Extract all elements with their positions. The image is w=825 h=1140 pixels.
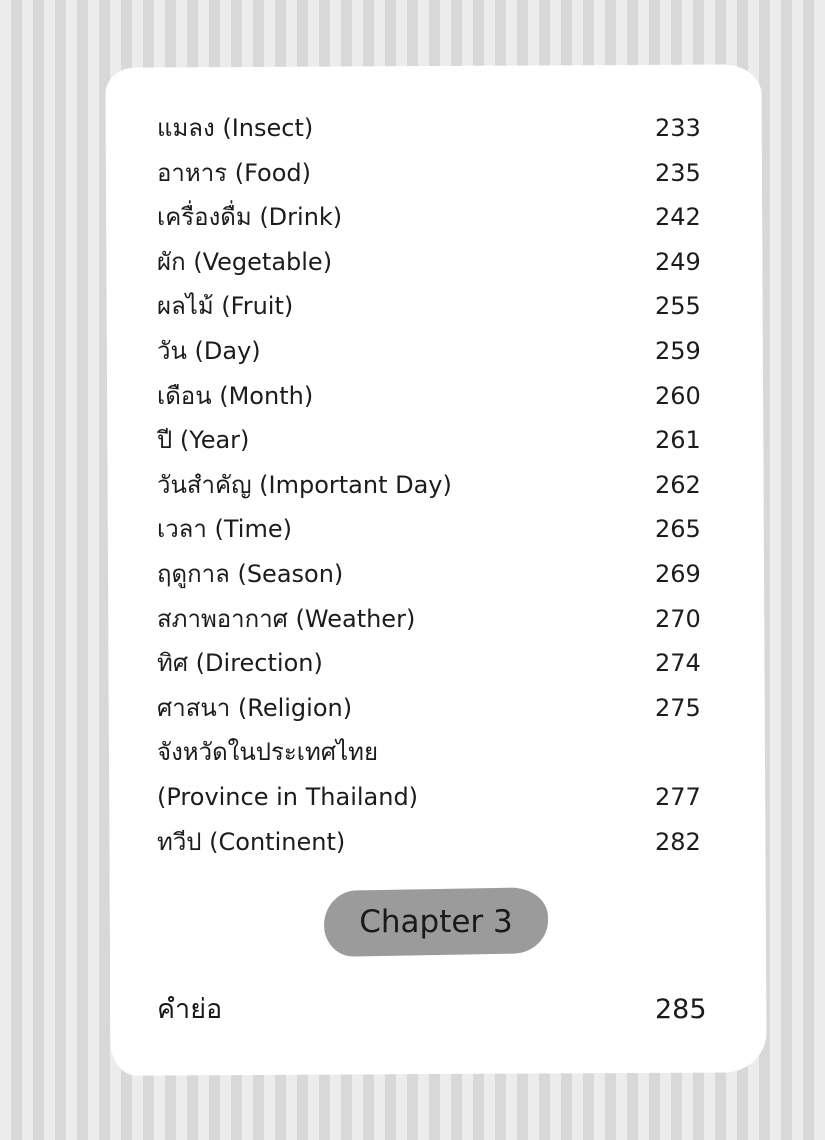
toc-entry-title: ฤดูกาล (Season) (157, 559, 344, 588)
toc-entry-vegetable (157, 240, 717, 285)
toc-entry-page: 277 (655, 782, 701, 811)
toc-entry-religion (157, 686, 717, 731)
toc-entry-title: (Province in Thailand) (157, 782, 419, 811)
toc-entry-important-day (157, 463, 717, 508)
toc-entry-food (157, 151, 717, 196)
toc-entry-page: 255 (655, 292, 701, 321)
toc-entry-time (157, 507, 717, 552)
toc-entry-page: 270 (655, 604, 701, 633)
abbreviations-page: 285 (655, 994, 707, 1025)
chapter-heading: Chapter 3 (359, 904, 513, 940)
toc-entry-title: สภาพอากาศ (Weather) (157, 604, 416, 633)
toc-entry-title: จังหวัดในประเทศไทย (157, 738, 379, 767)
toc-entry-insect (157, 106, 717, 151)
toc-entry-month (157, 374, 717, 419)
toc-entry-page: 282 (655, 827, 701, 856)
toc-entry-page: 242 (655, 203, 701, 232)
toc-entry-page: 259 (655, 336, 701, 365)
abbreviations-title: คำย่อ (157, 994, 223, 1025)
toc-entry-direction (157, 641, 717, 686)
toc-entry-weather (157, 597, 717, 642)
toc-entry-title: ปี (Year) (157, 426, 250, 455)
toc-entry-title: อาหาร (Food) (157, 158, 311, 187)
toc-entry-title: ทวีป (Continent) (157, 827, 346, 856)
toc-entry-title: ผลไม้ (Fruit) (157, 292, 294, 321)
toc-entry-page: 274 (655, 649, 701, 678)
toc-entry-page: 233 (655, 114, 701, 142)
toc-entry-page: 235 (655, 158, 701, 187)
toc-entry-drink (157, 195, 717, 240)
toc-entry-province (157, 775, 717, 820)
toc-entry-title: แมลง (Insect) (157, 114, 314, 142)
toc-entry-year (157, 418, 717, 463)
toc-entry-fruit (157, 284, 717, 329)
toc-entry-page: 269 (655, 559, 701, 588)
toc-entry-season (157, 552, 717, 597)
toc-entry-title: เครื่องดื่ม (Drink) (157, 203, 343, 232)
toc-entry-page: 261 (655, 426, 701, 455)
toc-entry-page: 249 (655, 247, 701, 276)
toc-entry-page: 262 (655, 470, 701, 499)
toc-entry-title: ศาสนา (Religion) (157, 693, 353, 722)
toc-entry-title: วันสำคัญ (Important Day) (157, 470, 452, 499)
table-of-contents (157, 106, 717, 864)
toc-entry-title: ผัก (Vegetable) (157, 247, 333, 276)
toc-entry-day (157, 329, 717, 374)
toc-entry-province-thai (157, 730, 717, 775)
toc-entry-page: 265 (655, 515, 701, 544)
toc-entry-title: วัน (Day) (157, 336, 261, 365)
toc-entry-page: 260 (655, 381, 701, 410)
toc-entry-title: เดือน (Month) (157, 381, 314, 410)
toc-entry-title: ทิศ (Direction) (157, 649, 323, 678)
toc-entry-title: เวลา (Time) (157, 515, 292, 544)
toc-entry-continent (157, 820, 717, 865)
toc-entry-page: 275 (655, 693, 701, 722)
